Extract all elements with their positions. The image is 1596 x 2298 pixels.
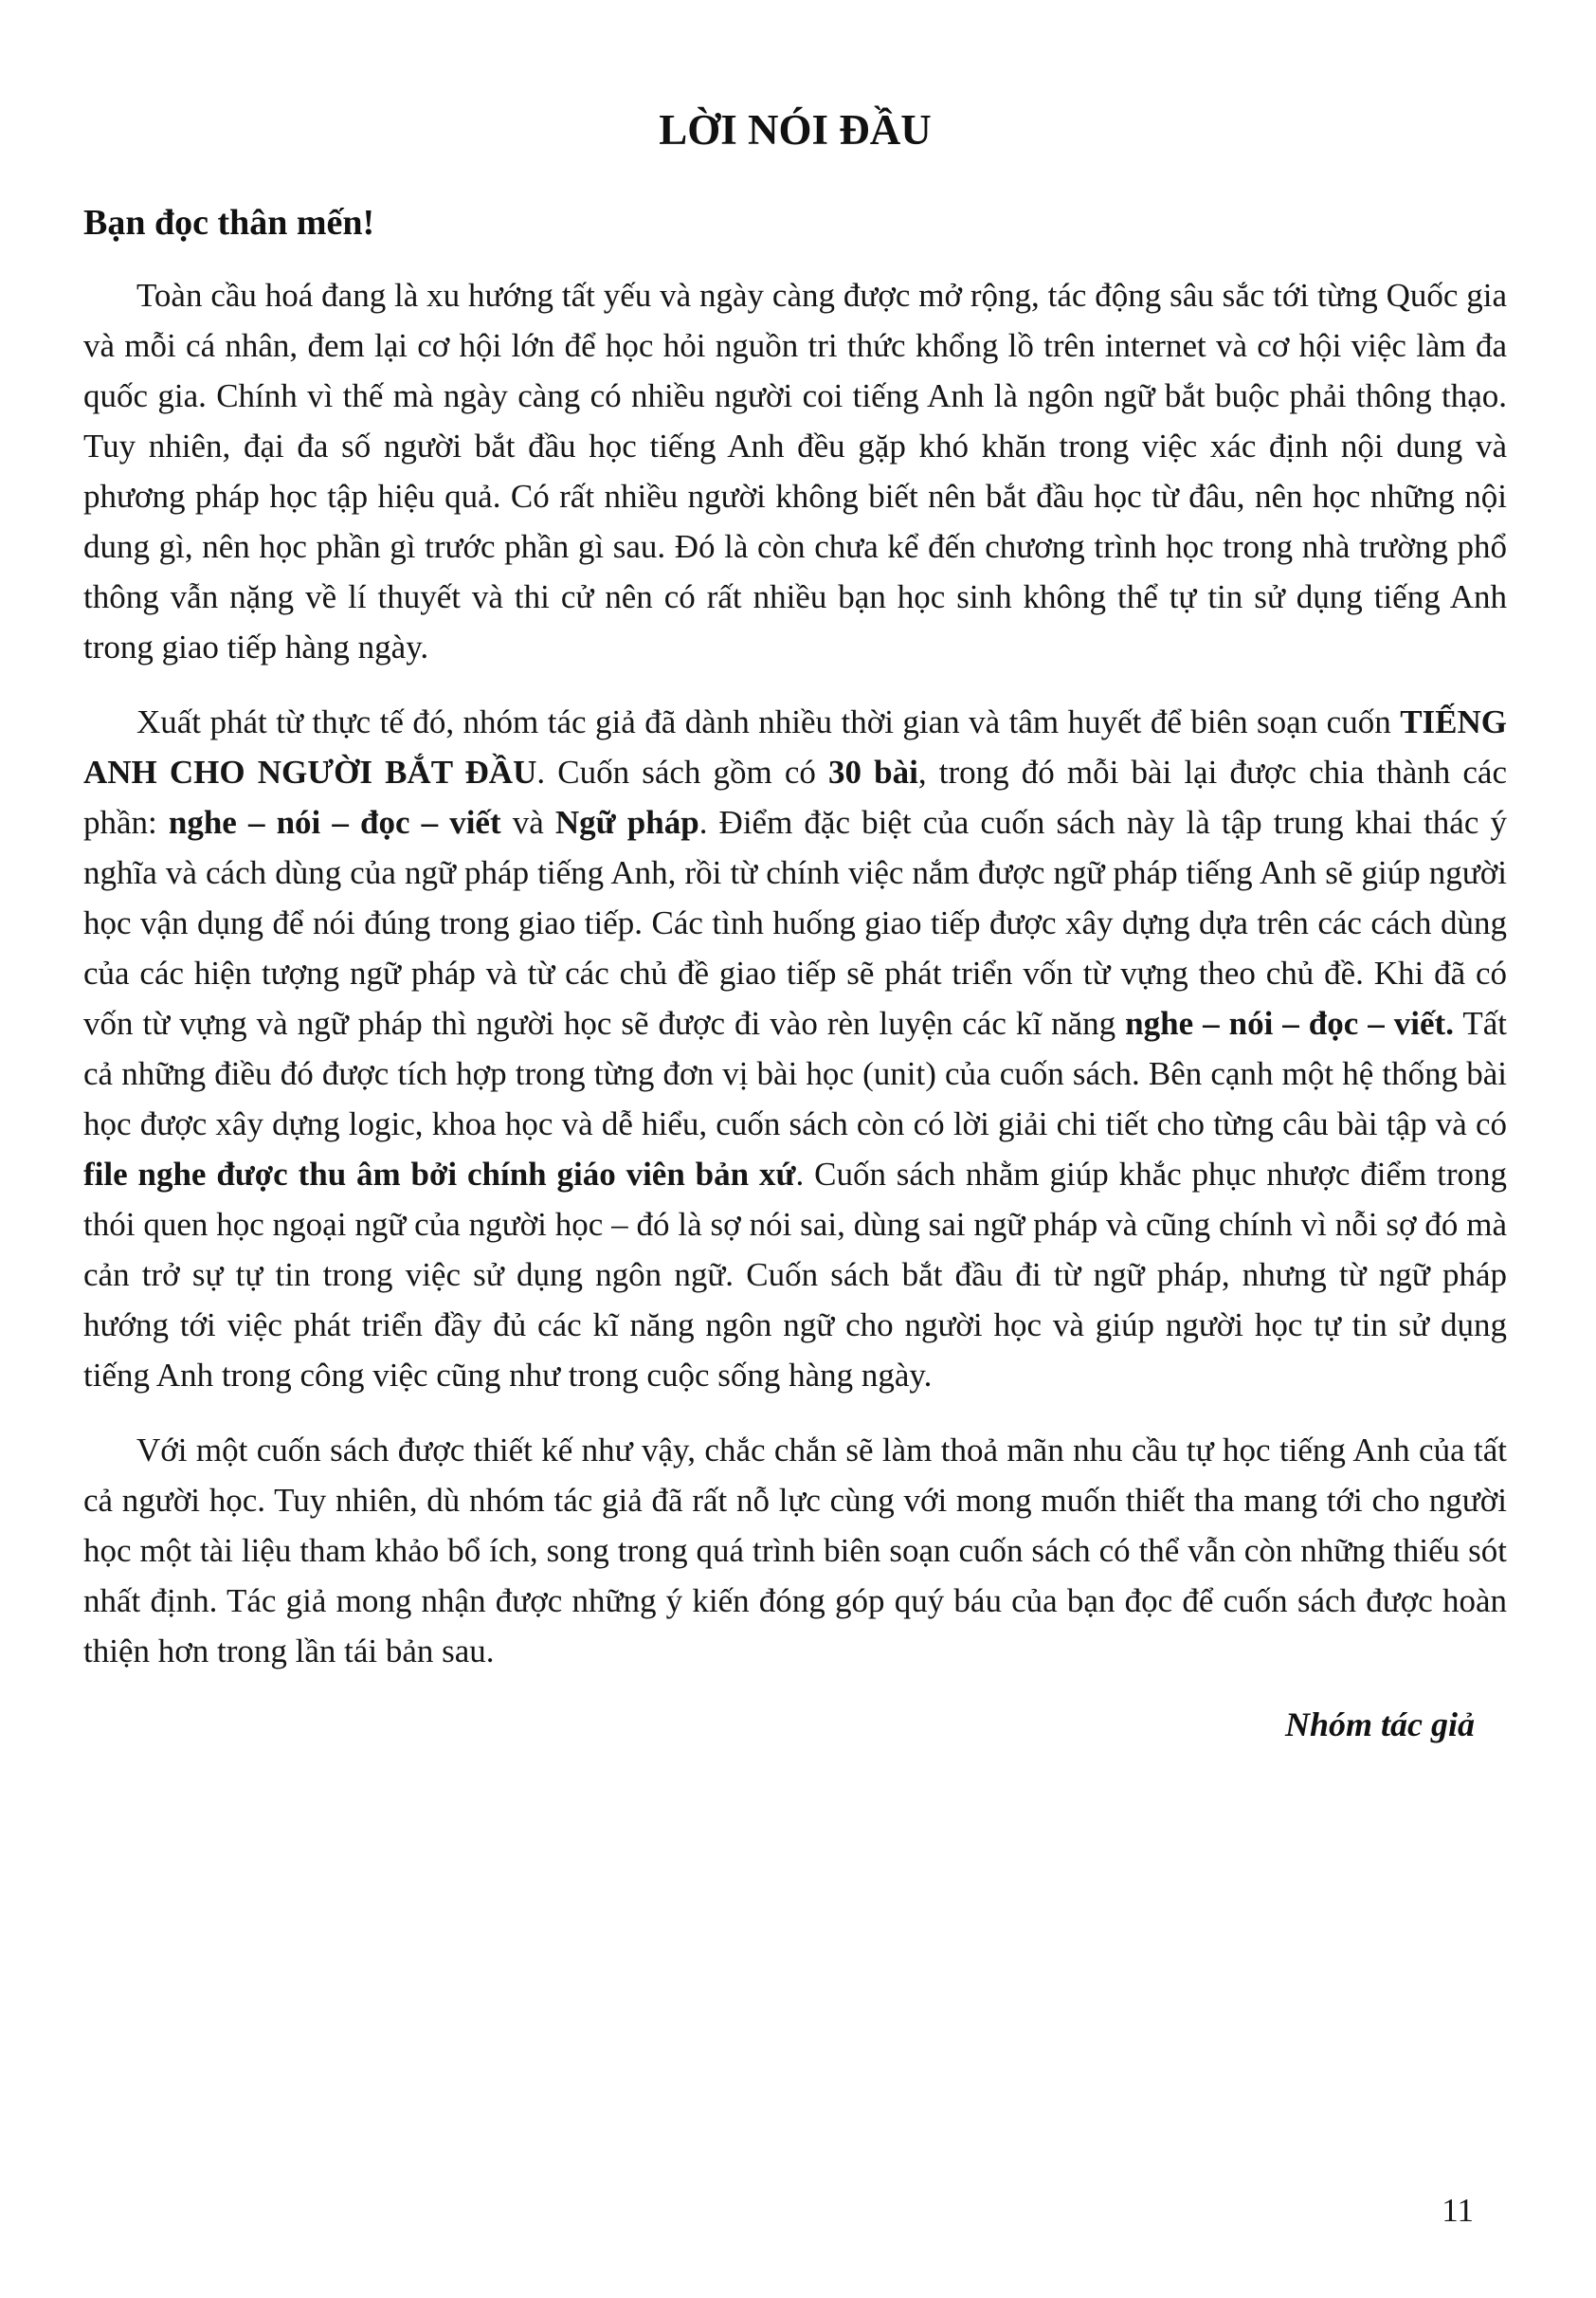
page-title: LỜI NÓI ĐẦU — [659, 106, 932, 154]
paragraph-1: Toàn cầu hoá đang là xu hướng tất yếu và ngày càng được mở rộng, tác động sâu sắc tới từng Quốc gia và mỗi cá nhân, đem lại cơ hội lớn để học hỏi nguồn tri thức khổng lồ trên internet và cơ hội việc làm đa quốc gia. Chính vì thế mà ngày càng có nhiều người coi tiếng Anh là ngôn ngữ bắt buộc phải thông thạo. Tuy nhiên, đại đa số người bắt đầu học tiếng Anh đều gặp khó khăn trong việc xác định nội dung và phương pháp học tập hiệu quả. Có rất nhiều người không biết nên bắt đầu học từ đâu, nên học những nội dung gì, nên học phần gì trước phần gì sau. Đó là còn chưa kể đến chương trình học trong nhà trường phổ thông vẫn nặng về lí thuyết và thi cử nên có rất nhiều bạn học sinh không thể tự tin sử dụng tiếng Anh trong giao tiếp hàng ngày. — [83, 277, 1507, 666]
salutation: Bạn đọc thân mến! — [83, 202, 375, 243]
paragraph-3: Với một cuốn sách được thiết kế như vậy, chắc chắn sẽ làm thoả mãn nhu cầu tự học tiếng Anh của tất cả người học. Tuy nhiên, dù nhóm tác giả đã rất nỗ lực cùng với mong muốn thiết tha mang tới cho người học một tài liệu tham khảo bổ ích, song trong quá trình biên soạn cuốn sách có thể vẫn còn những thiếu sót nhất định. Tác giả mong nhận được những ý kiến đóng góp quý báu của bạn đọc để cuốn sách được hoàn thiện hơn trong lần tái bản sau. — [83, 1432, 1507, 1670]
page-number: 11 — [1442, 2192, 1474, 2229]
paragraph-2: Xuất phát từ thực tế đó, nhóm tác giả đã dành nhiều thời gian và tâm huyết để biên soạn cuốn TIẾNG ANH CHO NGƯỜI BẮT ĐẦU. Cuốn sách gồm có 30 bài, trong đó mỗi bài lại được chia thành các phần: nghe – nói – đọc – viết và Ngữ pháp. Điểm đặc biệt của cuốn sách này là tập trung khai thác ý nghĩa và cách dùng của ngữ pháp tiếng Anh, rồi từ chính việc nắm được ngữ pháp tiếng Anh sẽ giúp người học vận dụng để nói đúng trong giao tiếp. Các tình huống giao tiếp được xây dựng dựa trên các cách dùng của các hiện tượng ngữ pháp và từ các chủ đề giao tiếp sẽ phát triển vốn từ vựng theo chủ đề. Khi đã có vốn từ vựng và ngữ pháp thì người học sẽ được đi vào rèn luyện các kĩ năng nghe – nói – đọc – viết. Tất cả những điều đó được tích hợp trong từng đơn vị bài học (unit) của cuốn sách. Bên cạnh một hệ thống bài học được xây dựng logic, khoa học và dễ hiểu, cuốn sách còn có lời giải chi tiết cho từng câu bài tập và có file nghe được thu âm bởi chính giáo viên bản xứ. Cuốn sách nhằm giúp khắc phục nhược điểm trong thói quen học ngoại ngữ của người học – đó là sợ nói sai, dùng sai ngữ pháp và cũng chính vì nỗi sợ đó mà cản trở sự tự tin trong việc sử dụng ngôn ngữ. Cuốn sách bắt đầu đi từ ngữ pháp, nhưng từ ngữ pháp hướng tới việc phát triển đầy đủ các kĩ năng ngôn ngữ cho người học và giúp người học tự tin sử dụng tiếng Anh trong công việc cũng như trong cuộc sống hàng ngày. — [83, 703, 1508, 1395]
author-signature: Nhóm tác giả — [1284, 1705, 1475, 1744]
body-text — [83, 270, 1507, 1676]
